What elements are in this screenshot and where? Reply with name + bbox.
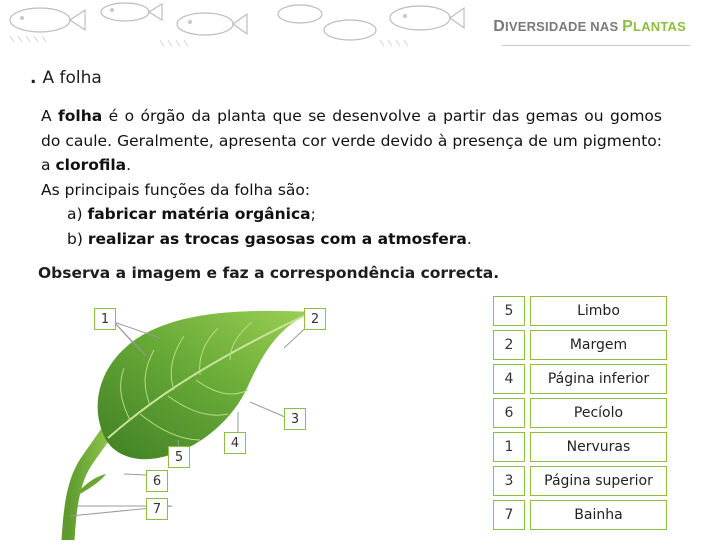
match-number[interactable]: 4	[493, 364, 525, 394]
brand-letter-green: P	[622, 18, 634, 35]
text: .	[126, 156, 132, 174]
figure-label-6: 6	[146, 470, 168, 492]
term-folha: folha	[58, 107, 103, 125]
text: a)	[67, 205, 88, 223]
text: realizar as trocas gasosas com a atmosfera	[87, 229, 467, 248]
match-term: Nervuras	[530, 432, 667, 462]
brand-letter: D	[493, 18, 506, 35]
header-rule	[502, 45, 690, 46]
text: fabricar matéria orgânica	[87, 205, 311, 223]
paragraph-definition	[41, 104, 662, 178]
brand-text: IVERSIDADE NAS	[505, 19, 623, 34]
leaf-description	[41, 104, 662, 251]
functions-intro: As principais funções da folha são:	[41, 180, 311, 199]
section-title	[30, 68, 102, 88]
brand-logo	[493, 18, 686, 36]
figure-label-3: 3	[284, 408, 306, 430]
figure-label-4: 4	[224, 432, 246, 454]
figure-label-5: 5	[168, 446, 190, 468]
function-item-b	[41, 227, 662, 252]
match-term: Limbo	[530, 296, 667, 326]
brand-text-green: LANTAS	[633, 19, 686, 34]
match-number[interactable]: 5	[493, 296, 525, 326]
leaf-figure	[50, 290, 350, 540]
text: ;	[310, 205, 316, 223]
match-term: Margem	[530, 330, 667, 360]
match-number[interactable]: 1	[493, 432, 525, 462]
text: b)	[67, 229, 88, 248]
text: é o órgão da planta que se desenvolve a partir das gemas ou gomos do caule. Geralmente, apresenta cor verde devido à presença de um pigmento: a	[41, 107, 662, 174]
text: A	[41, 107, 59, 125]
match-number[interactable]: 6	[493, 398, 525, 428]
exercise-instruction: Observa a imagem e faz a correspondência correcta.	[38, 264, 500, 282]
match-term: Bainha	[530, 500, 667, 530]
title-bullet: .	[30, 68, 37, 88]
match-number[interactable]: 3	[493, 466, 525, 496]
function-item-a	[41, 202, 662, 227]
text: .	[466, 229, 472, 248]
match-term: Página superior	[530, 466, 667, 496]
match-term: Página inferior	[530, 364, 667, 394]
title-text: A folha	[42, 68, 102, 88]
term-clorofila: clorofila	[55, 156, 127, 174]
match-number[interactable]: 7	[493, 500, 525, 530]
match-term: Pecíolo	[530, 398, 667, 428]
figure-label-1: 1	[94, 308, 116, 330]
match-number[interactable]: 2	[493, 330, 525, 360]
figure-label-2: 2	[304, 308, 326, 330]
figure-label-7: 7	[146, 498, 168, 520]
